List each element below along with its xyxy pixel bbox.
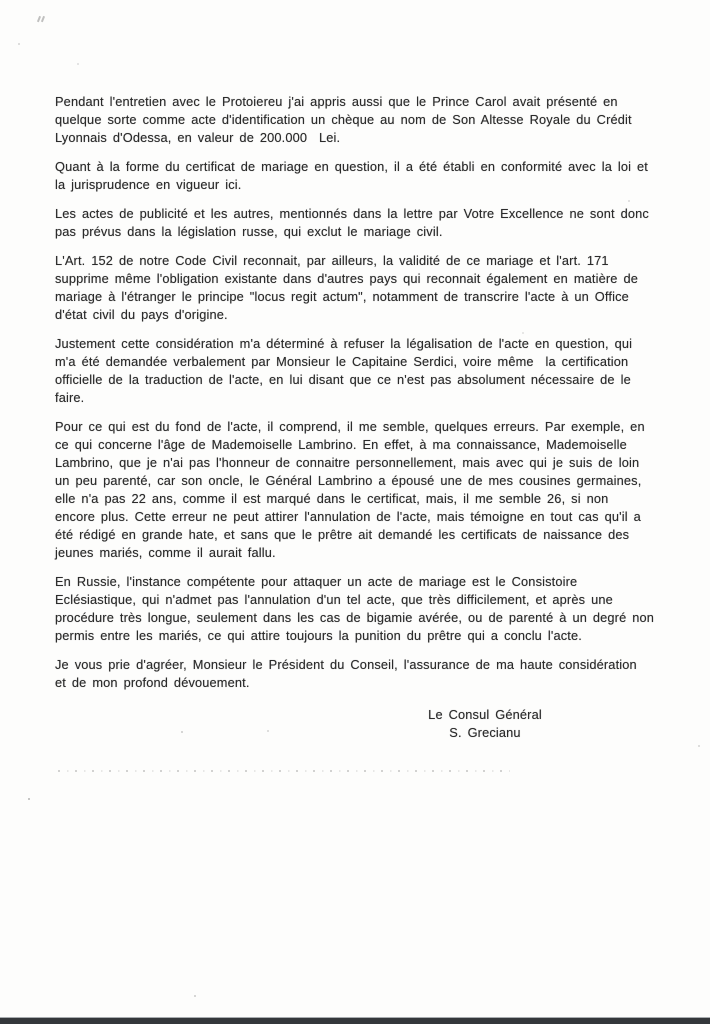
text-line: faire. [55, 390, 85, 405]
text-line: permis entre les mariés, ce qui attire toujours la punition du prêtre qui a conclu l'acte. [55, 628, 582, 643]
text-line: la jurisprudence en vigueur ici. [55, 177, 242, 192]
text-line: elle n'a pas 22 ans, comme il est marqué dans le certificat, mais, il me semble 26, si non [55, 491, 609, 506]
signature-name: S. Grecianu [449, 725, 521, 740]
scan-edge-bar [0, 1017, 710, 1024]
paragraph [55, 205, 675, 241]
paragraph [55, 573, 675, 645]
text-line: Lyonnais d'Odessa, en valeur de 200.000 Lei. [55, 130, 341, 145]
text-line: L'Art. 152 de notre Code Civil reconnait, par ailleurs, la validité de ce mariage et l'art. 171 [55, 253, 609, 268]
text-line: un peu parenté, car son oncle, le Général Lambrino a épousé une de mes cousines germaines, [55, 473, 642, 488]
letter-paragraphs [55, 93, 675, 692]
text-line: officielle de la traduction de l'acte, en lui disant que ce n'est pas absolument nécessaire de le [55, 372, 631, 387]
paragraph [55, 93, 675, 147]
text-line: Les actes de publicité et les autres, mentionnés dans la lettre par Votre Excellence ne sont donc [55, 206, 649, 221]
text-line: Pendant l'entretien avec le Protoiereu j'ai appris aussi que le Prince Carol avait présenté en [55, 94, 618, 109]
text-line: mariage à l'étranger le principe "locus regit actum", notamment de transcrire l'acte à un Office [55, 289, 629, 304]
text-line: quelque sorte comme acte d'identification un chèque au nom de Son Altesse Royale du Crédit [55, 112, 632, 127]
text-line: ce qui concerne l'âge de Mademoiselle Lambrino. En effet, à ma connaissance, Mademoiselle [55, 437, 627, 452]
paragraph [55, 656, 675, 692]
text-line: supprime même l'obligation existante dans d'autres pays qui reconnait également en matière de [55, 271, 639, 286]
signature-block [405, 706, 565, 742]
text-line: Quant à la forme du certificat de mariage en question, il a été établi en conformité avec la loi et [55, 159, 648, 174]
text-line: Justement cette considération m'a déterminé à refuser la légalisation de l'acte en question, qui [55, 336, 633, 351]
scan-smudge-line [58, 770, 510, 772]
text-line: pas prévus dans la législation russe, qui exclut le mariage civil. [55, 224, 443, 239]
text-line: Je vous prie d'agréer, Monsieur le Président du Conseil, l'assurance de ma haute considération [55, 657, 637, 672]
paragraph [55, 335, 675, 407]
text-line: d'état civil du pays d'origine. [55, 307, 228, 322]
text-line: été rédigé en grande hate, et sans que le prêtre ait demandé les certificats de naissance des [55, 527, 630, 542]
text-line: m'a été demandée verbalement par Monsieur le Capitaine Serdici, voire même la certification [55, 354, 629, 369]
text-line: encore plus. Cette erreur ne peut attirer l'annulation de l'acte, mais témoigne en tout cas qu'il a [55, 509, 641, 524]
text-line: procédure très longue, seulement dans les cas de bigamie avérée, ou de parenté à un degré non [55, 610, 655, 625]
paragraph [55, 252, 675, 324]
paragraph [55, 158, 675, 194]
text-line: Eclésiastique, qui n'admet pas l'annulation d'un tel acte, que très difficilement, et après une [55, 592, 613, 607]
scan-noise-specks [0, 0, 2, 2]
paragraph [55, 418, 675, 562]
signature-title: Le Consul Général [428, 707, 542, 722]
text-line: Pour ce qui est du fond de l'acte, il comprend, il me semble, quelques erreurs. Par exemple, en [55, 419, 645, 434]
text-line: Lambrino, que je n'ai pas l'honneur de connaitre personnellement, mais avec qui je suis de loin [55, 455, 640, 470]
text-line: En Russie, l'instance compétente pour attaquer un acte de mariage est le Consistoire [55, 574, 578, 589]
scan-pen-mark [38, 9, 46, 27]
text-line: et de mon profond dévouement. [55, 675, 250, 690]
text-line: jeunes mariés, comme il aurait fallu. [55, 545, 276, 560]
letter-body [55, 93, 675, 742]
